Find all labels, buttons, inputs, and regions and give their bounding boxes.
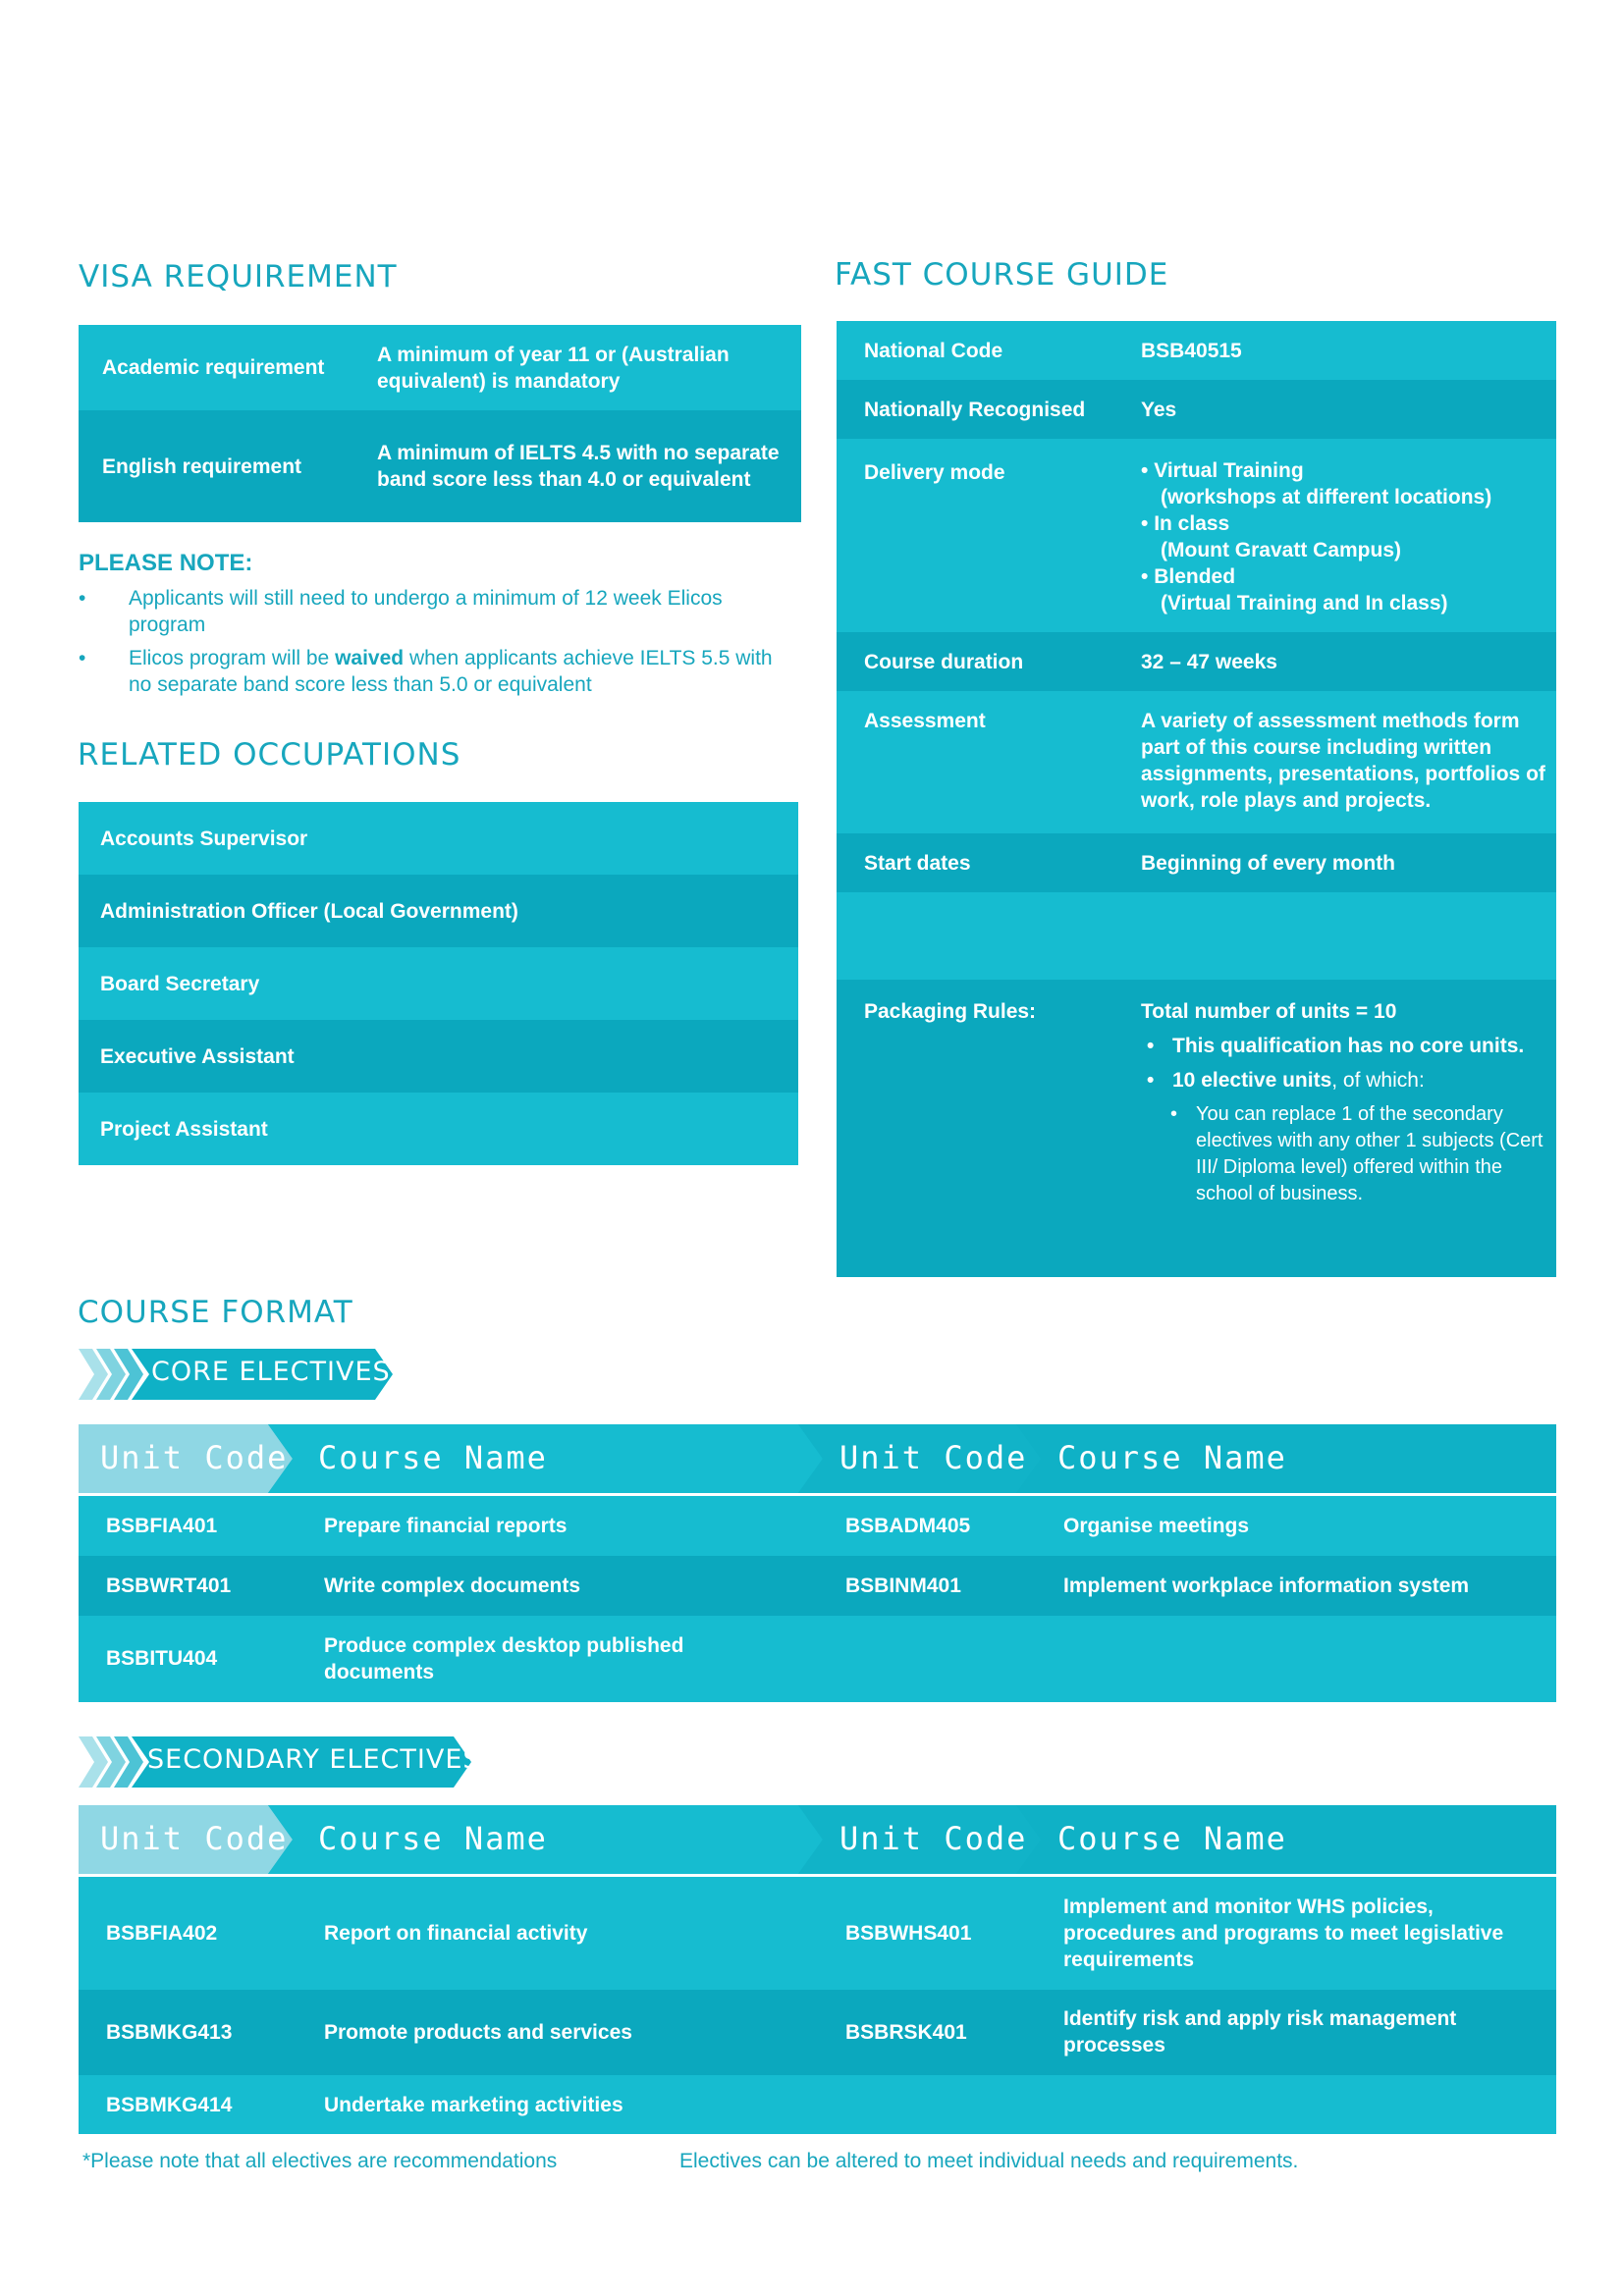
table-row bbox=[79, 1616, 1556, 1702]
packaging-core bbox=[1141, 1033, 1563, 1059]
delivery-item: • Blended bbox=[1141, 565, 1236, 588]
course-name: Undertake marketing activities bbox=[324, 2094, 623, 2116]
bullet-icon: • bbox=[79, 587, 86, 610]
delivery-item: • In class bbox=[1141, 512, 1230, 535]
header-course-name: Course Name bbox=[1057, 1820, 1287, 1857]
bullet-icon: • bbox=[1170, 1103, 1178, 1125]
table-row bbox=[79, 1990, 1556, 2075]
note-text-part: Elicos program will be bbox=[129, 647, 336, 669]
course-name: Promote products and services bbox=[324, 2021, 632, 2044]
secondary-electives-banner bbox=[79, 1736, 481, 1788]
unit-code: BSBWRT401 bbox=[106, 1575, 232, 1597]
course-name: Produce complex desktop published documents bbox=[324, 1634, 684, 1683]
delivery-item: • Virtual Training bbox=[1141, 459, 1304, 482]
core-table-header bbox=[79, 1424, 1556, 1493]
packaging-replace-text: You can replace 1 of the secondary electives with any other 1 subjects (Cert III/ Diploma level) offered within the school of business. bbox=[1196, 1103, 1543, 1204]
packaging-rules bbox=[1141, 998, 1563, 1207]
unit-code: BSBFIA401 bbox=[106, 1515, 218, 1537]
unit-code: BSBMKG413 bbox=[106, 2021, 233, 2044]
guide-label: Delivery mode bbox=[864, 461, 1005, 484]
header-arrows bbox=[79, 1424, 1556, 1493]
bullet-icon: • bbox=[79, 647, 86, 669]
footnote-altered: Electives can be altered to meet individual needs and requirements. bbox=[679, 2150, 1299, 2172]
guide-label: Start dates bbox=[864, 852, 971, 875]
occupation-item: Accounts Supervisor bbox=[79, 802, 798, 875]
format-heading: COURSE FORMAT bbox=[78, 1295, 353, 1330]
table-row bbox=[79, 2075, 1556, 2134]
visa-row-english bbox=[79, 410, 801, 522]
course-name: Organise meetings bbox=[1063, 1515, 1250, 1537]
visa-value: A minimum of IELTS 4.5 with no separate band score less than 4.0 or equivalent bbox=[377, 442, 780, 491]
note-title: PLEASE NOTE: bbox=[79, 550, 253, 576]
unit-code: BSBFIA402 bbox=[106, 1922, 218, 1945]
header-course-name: Course Name bbox=[318, 1439, 548, 1476]
bullet-icon: • bbox=[1147, 1069, 1155, 1092]
banner-label: CORE ELECTIVES bbox=[151, 1357, 391, 1387]
header-unit-code: Unit Code bbox=[839, 1820, 1028, 1857]
course-name: Implement and monitor WHS policies, procedures and programs to meet legislative requirements bbox=[1063, 1896, 1504, 1971]
guide-label: Packaging Rules: bbox=[864, 1000, 1037, 1023]
guide-row-packaging bbox=[837, 980, 1556, 1277]
packaging-core-text: This qualification has no core units. bbox=[1172, 1035, 1525, 1057]
header-unit-code: Unit Code bbox=[100, 1439, 289, 1476]
delivery-title: Blended bbox=[1154, 565, 1236, 588]
secondary-table-header bbox=[79, 1805, 1556, 1874]
guide-heading: FAST COURSE GUIDE bbox=[835, 257, 1169, 293]
unit-code: BSBADM405 bbox=[845, 1515, 971, 1537]
header-course-name: Course Name bbox=[1057, 1439, 1287, 1476]
guide-label: Nationally Recognised bbox=[864, 399, 1086, 421]
course-name: Implement workplace information system bbox=[1063, 1575, 1470, 1597]
course-name: Identify risk and apply risk management processes bbox=[1063, 2007, 1457, 2056]
packaging-replace bbox=[1141, 1101, 1563, 1207]
visa-row-academic bbox=[79, 325, 801, 410]
delivery-title: In class bbox=[1154, 512, 1230, 535]
course-name: Report on financial activity bbox=[324, 1922, 588, 1945]
guide-row-recognised bbox=[837, 380, 1556, 439]
header-unit-code: Unit Code bbox=[100, 1820, 289, 1857]
header-arrows bbox=[79, 1805, 1556, 1874]
visa-label: Academic requirement bbox=[102, 356, 325, 379]
guide-value: Yes bbox=[1141, 399, 1177, 421]
note-text-part: when applicants achieve IELTS 5.5 with no separate band score less than 5.0 or equivalent bbox=[129, 647, 773, 696]
guide-value: 32 – 47 weeks bbox=[1141, 651, 1277, 673]
packaging-total: Total number of units = 10 bbox=[1141, 1000, 1397, 1023]
unit-code: BSBINM401 bbox=[845, 1575, 961, 1597]
guide-value: Beginning of every month bbox=[1141, 852, 1396, 875]
table-row bbox=[79, 1877, 1556, 1990]
guide-row-start bbox=[837, 833, 1556, 892]
guide-row-national-code bbox=[837, 321, 1556, 380]
packaging-electives-rest: , of which: bbox=[1331, 1069, 1425, 1092]
unit-code: BSBWHS401 bbox=[845, 1922, 972, 1945]
unit-code: BSBITU404 bbox=[106, 1647, 218, 1670]
guide-value: BSB40515 bbox=[1141, 340, 1242, 362]
footnote-recommendations: *Please note that all electives are recommendations bbox=[82, 2150, 558, 2172]
visa-heading: VISA REQUIREMENT bbox=[79, 259, 398, 294]
course-name: Prepare financial reports bbox=[324, 1515, 568, 1537]
course-name: Write complex documents bbox=[324, 1575, 581, 1597]
core-electives-banner bbox=[79, 1349, 393, 1400]
table-row bbox=[79, 1496, 1556, 1556]
guide-label: Assessment bbox=[864, 710, 986, 732]
bullet-icon: • bbox=[1147, 1035, 1155, 1057]
note-list bbox=[79, 585, 785, 703]
visa-label: English requirement bbox=[102, 454, 302, 478]
guide-row-spacer bbox=[837, 892, 1556, 980]
header-course-name: Course Name bbox=[318, 1820, 548, 1857]
packaging-electives-count: 10 elective units bbox=[1172, 1069, 1332, 1092]
delivery-sub: (workshops at different locations) bbox=[1161, 486, 1492, 508]
guide-row-duration bbox=[837, 632, 1556, 691]
note-text-emphasis: waived bbox=[335, 647, 405, 669]
unit-code: BSBRSK401 bbox=[845, 2021, 967, 2044]
occupation-item: Executive Assistant bbox=[79, 1020, 798, 1093]
unit-code: BSBMKG414 bbox=[106, 2094, 233, 2116]
delivery-sub: (Mount Gravatt Campus) bbox=[1161, 539, 1402, 561]
guide-row-assessment bbox=[837, 691, 1556, 833]
guide-label: Course duration bbox=[864, 651, 1024, 673]
guide-value: A variety of assessment methods form part of this course including written assignments, presentations, portfolios of work, role plays and projects. bbox=[1141, 710, 1545, 812]
note-text: Applicants will still need to undergo a minimum of 12 week Elicos program bbox=[129, 587, 723, 636]
occupation-item: Administration Officer (Local Government) bbox=[79, 875, 798, 947]
occupations-heading: RELATED OCCUPATIONS bbox=[78, 737, 461, 773]
guide-label: National Code bbox=[864, 340, 1003, 362]
delivery-list bbox=[1141, 457, 1553, 616]
guide-row-delivery bbox=[837, 439, 1556, 632]
visa-value: A minimum of year 11 or (Australian equivalent) is mandatory bbox=[377, 343, 730, 393]
delivery-title: Virtual Training bbox=[1154, 459, 1304, 482]
packaging-electives bbox=[1141, 1067, 1563, 1094]
note-text bbox=[129, 645, 777, 698]
header-unit-code: Unit Code bbox=[839, 1439, 1028, 1476]
occupation-item: Board Secretary bbox=[79, 947, 798, 1020]
banner-label: SECONDARY ELECTIVES bbox=[147, 1744, 481, 1775]
occupation-item: Project Assistant bbox=[79, 1093, 798, 1165]
table-row bbox=[79, 1556, 1556, 1616]
delivery-sub: (Virtual Training and In class) bbox=[1161, 592, 1448, 614]
